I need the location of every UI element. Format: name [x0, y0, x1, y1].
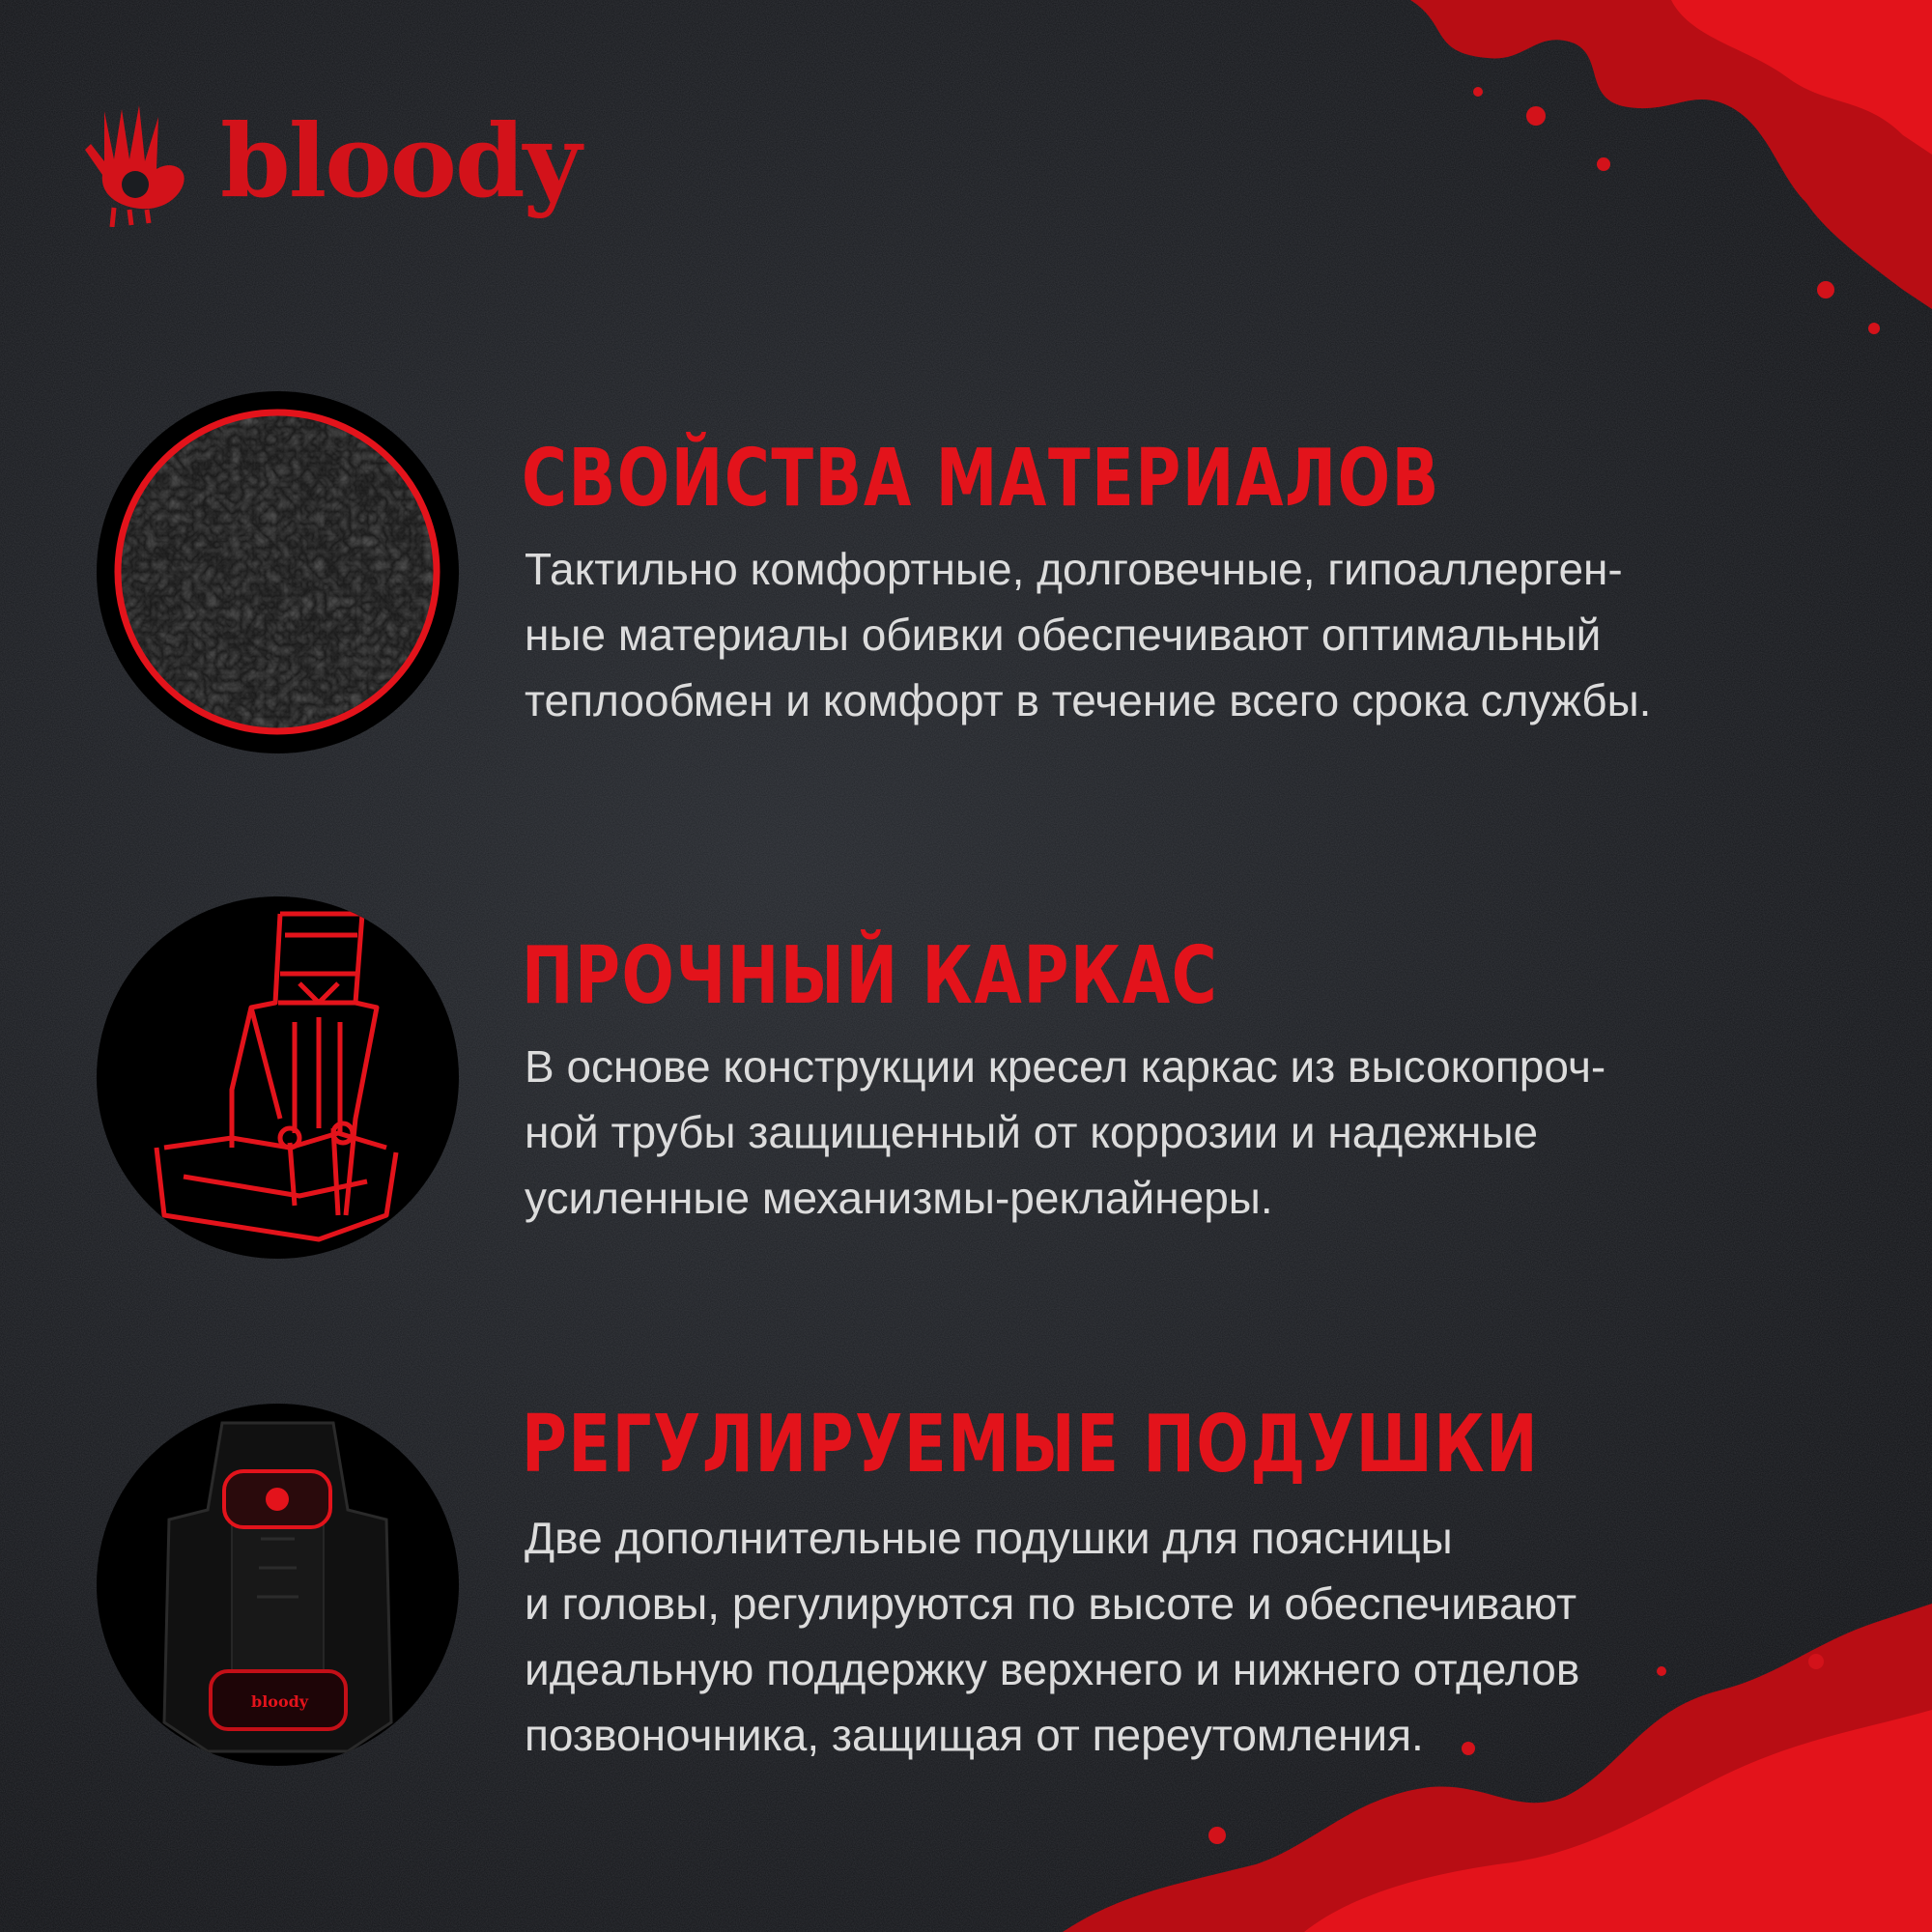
chair-frame-icon: [97, 896, 459, 1259]
blood-splash-top-right: [1285, 0, 1932, 348]
feature-title-pillows: РЕГУЛИРУЕМЫЕ ПОДУШКИ: [522, 1399, 1540, 1491]
feature-title-frame: ПРОЧНЫЙ КАРКАС: [522, 930, 1219, 1022]
material-feature-image: [97, 391, 459, 753]
feature-text-frame: В основе конструкции кресел каркас из высокопроч- ной трубы защищенный от коррозии и надежные усиленные механизмы-реклайнеры.: [525, 1041, 1606, 1223]
feature-text-materials: Тактильно комфортные, долговечные, гипоаллерген- ные материалы обивки обеспечивают оптимальный теплообмен и комфорт в течение всего срока службы.: [525, 544, 1652, 725]
pillows-feature-image: [97, 1404, 459, 1766]
bloody-hand-icon: [75, 92, 211, 227]
brand-name: bloody: [220, 101, 581, 220]
leather-texture-icon: [97, 391, 459, 753]
bloody-logo: [75, 92, 581, 237]
gaming-chair-icon: [97, 1404, 459, 1766]
feature-title-materials: СВОЙСТВА МАТЕРИАЛОВ: [522, 433, 1440, 525]
svg-text:bloody: bloody: [251, 1692, 309, 1711]
feature-text-pillows: Две дополнительные подушки для поясницы и головы, регулируются по высоте и обеспечивают идеальную поддержку верхнего и нижнего отделов позвоночника, защищая от переутомления.: [525, 1513, 1580, 1760]
frame-feature-image: [97, 896, 459, 1259]
